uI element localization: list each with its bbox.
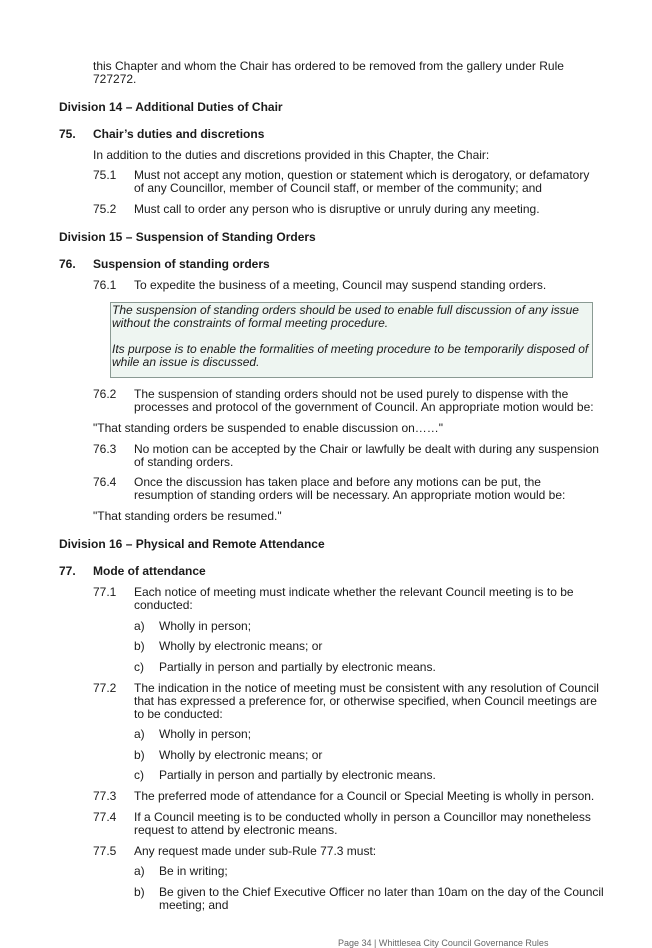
clause-76-2-line-1: The suspension of standing orders should not be used purely to dispense with the: [134, 387, 569, 401]
item-letter-a: a): [134, 619, 145, 633]
item-letter-c: c): [134, 768, 144, 782]
clause-77-1-item-b: Wholly by electronic means; or: [159, 639, 323, 653]
clause-77-2-number: 77.2: [93, 681, 117, 695]
clause-76-4-line-1: Once the discussion has taken place and before any motions can be put, the: [134, 475, 541, 489]
rule-76-number: 76.: [59, 257, 76, 271]
note-line-2: without the constraints of formal meeting procedure.: [112, 316, 389, 330]
item-letter-b: b): [134, 639, 145, 653]
clause-76-2-number: 76.2: [93, 387, 117, 401]
division-16-heading: Division 16 – Physical and Remote Attendance: [59, 537, 325, 551]
page-footer: Page 34 | Whittlesea City Council Governance Rules: [338, 938, 549, 948]
intro-line-1: this Chapter and whom the Chair has ordered to be removed from the gallery under Rule: [93, 59, 564, 73]
clause-76-1-number: 76.1: [93, 278, 117, 292]
clause-77-3-number: 77.3: [93, 789, 117, 803]
rule-76-title: Suspension of standing orders: [93, 257, 270, 271]
clause-77-4-line-1: If a Council meeting is to be conducted wholly in person a Councillor may nonetheless: [134, 810, 591, 824]
clause-77-4-number: 77.4: [93, 810, 117, 824]
clause-75-1-line-1: Must not accept any motion, question or statement which is derogatory, or defamatory: [134, 168, 590, 182]
clause-76-1-line-1: To expedite the business of a meeting, Council may suspend standing orders.: [134, 278, 547, 292]
note-line-4: while an issue is discussed.: [112, 355, 260, 369]
intro-line-2: 727272.: [93, 72, 137, 86]
clause-75-1-number: 75.1: [93, 168, 117, 182]
clause-77-1-item-c: Partially in person and partially by electronic means.: [159, 660, 436, 674]
clause-77-5-number: 77.5: [93, 844, 117, 858]
clause-77-2-line-1: The indication in the notice of meeting must be consistent with any resolution of Council: [134, 681, 599, 695]
clause-77-5-item-b-line-2: meeting; and: [159, 898, 229, 912]
clause-77-1-line-2: conducted:: [134, 598, 193, 612]
clause-76-2-line-2: processes and protocol of the government of Council. An appropriate motion would be:: [134, 400, 594, 414]
item-letter-a: a): [134, 727, 145, 741]
clause-77-2-item-b: Wholly by electronic means; or: [159, 748, 323, 762]
item-letter-b: b): [134, 748, 145, 762]
clause-77-2-line-3: to be conducted:: [134, 707, 223, 721]
division-15-heading: Division 15 – Suspension of Standing Orders: [59, 230, 316, 244]
rule-75-number: 75.: [59, 127, 76, 141]
clause-77-5-item-b-line-1: Be given to the Chief Executive Officer no later than 10am on the day of the Council: [159, 885, 604, 899]
clause-77-5-item-a: Be in writing;: [159, 864, 228, 878]
clause-76-4-line-2: resumption of standing orders will be necessary. An appropriate motion would be:: [134, 488, 566, 502]
clause-76-3-line-2: of standing orders.: [134, 455, 234, 469]
item-letter-c: c): [134, 660, 144, 674]
clause-77-2-item-c: Partially in person and partially by electronic means.: [159, 768, 436, 782]
rule-75-lead: In addition to the duties and discretions provided in this Chapter, the Chair:: [93, 148, 490, 162]
clause-76-3-line-1: No motion can be accepted by the Chair or lawfully be dealt with during any suspension: [134, 442, 599, 456]
item-letter-a: a): [134, 864, 145, 878]
clause-77-4-line-2: request to attend by electronic means.: [134, 823, 338, 837]
clause-75-2-number: 75.2: [93, 202, 117, 216]
rule-77-title: Mode of attendance: [93, 564, 206, 578]
clause-77-1-item-a: Wholly in person;: [159, 619, 252, 633]
division-14-heading: Division 14 – Additional Duties of Chair: [59, 100, 283, 114]
rule-77-number: 77.: [59, 564, 76, 578]
clause-75-1-line-2: of any Councillor, member of Council staff, or member of the community; and: [134, 181, 542, 195]
clause-77-3-line-1: The preferred mode of attendance for a Council or Special Meeting is wholly in person.: [134, 789, 595, 803]
clause-77-5-line-1: Any request made under sub-Rule 77.3 must:: [134, 844, 377, 858]
clause-77-2-item-a: Wholly in person;: [159, 727, 252, 741]
rule-75-title: Chair’s duties and discretions: [93, 127, 265, 141]
clause-76-3-number: 76.3: [93, 442, 117, 456]
note-line-3: Its purpose is to enable the formalities of meeting procedure to be temporarily disposed of: [112, 342, 589, 356]
motion-suspend: "That standing orders be suspended to enable discussion on……": [93, 421, 444, 435]
clause-77-1-number: 77.1: [93, 585, 117, 599]
clause-77-1-line-1: Each notice of meeting must indicate whether the relevant Council meeting is to be: [134, 585, 574, 599]
note-line-1: The suspension of standing orders should be used to enable full discussion of any issue: [112, 303, 579, 317]
item-letter-b: b): [134, 885, 145, 899]
clause-77-2-line-2: that has expressed a preference for, or otherwise specified, when Council meetings are: [134, 694, 597, 708]
clause-76-4-number: 76.4: [93, 475, 117, 489]
motion-resume: "That standing orders be resumed.": [93, 509, 282, 523]
clause-75-2-line-1: Must call to order any person who is disruptive or unruly during any meeting.: [134, 202, 540, 216]
